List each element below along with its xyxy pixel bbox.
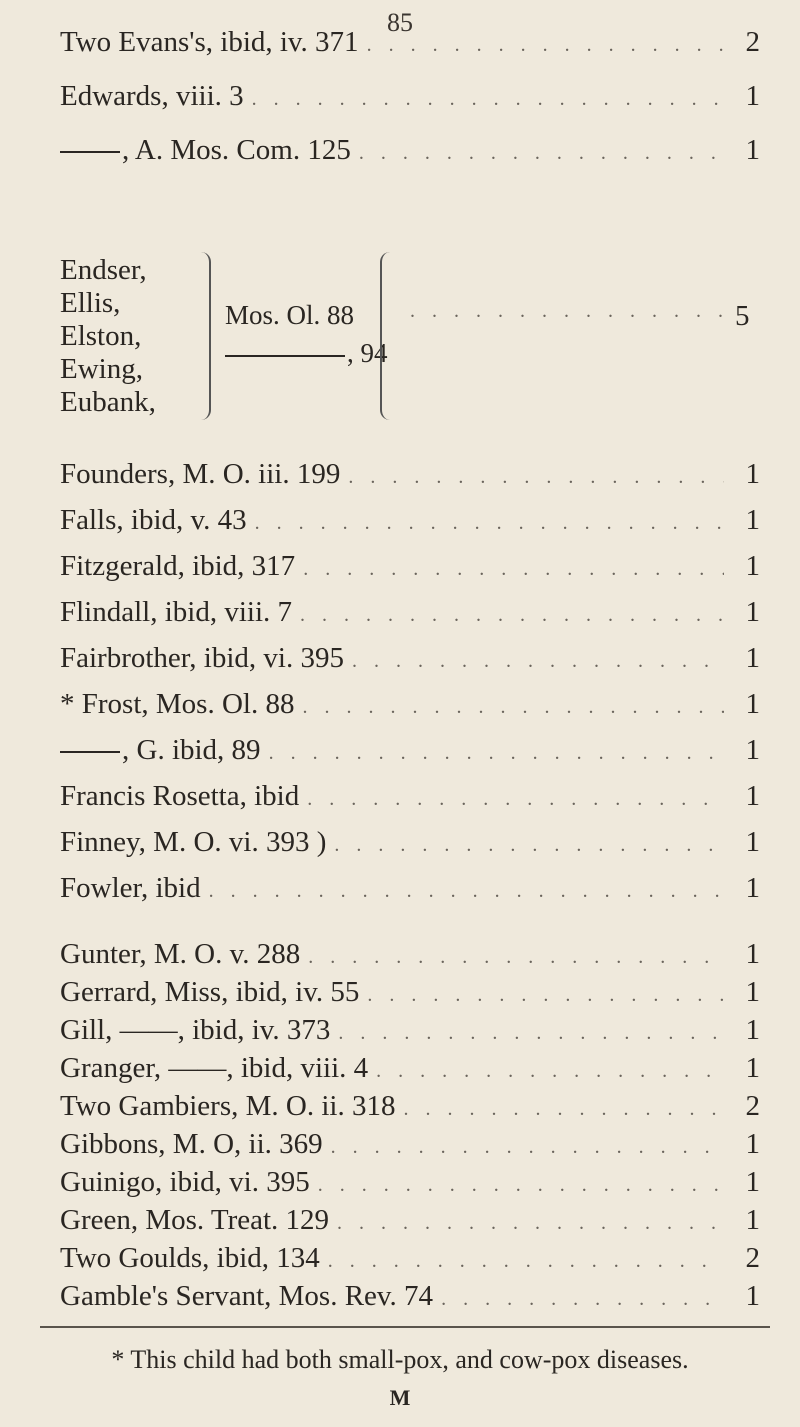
list-item: [60, 642, 760, 684]
entry-count: 1: [745, 596, 760, 628]
footnote-rule: [40, 1326, 770, 1328]
entry-count: 1: [745, 504, 760, 536]
dot-leader: [338, 1022, 724, 1045]
list-item: [60, 1014, 760, 1056]
list-item: [60, 734, 760, 776]
group-name: Elston,: [60, 320, 142, 352]
dot-leader: [328, 1250, 724, 1273]
dot-leader: [348, 466, 724, 489]
list-item: [60, 134, 760, 176]
dot-leader: [269, 742, 724, 765]
entry-count: 1: [745, 458, 760, 490]
list-item: [60, 26, 760, 68]
dot-leader: [441, 1288, 724, 1311]
entry-label: Fowler, ibid: [60, 872, 201, 904]
dot-leader: [367, 984, 724, 1007]
list-item: [60, 596, 760, 638]
group-name: Ellis,: [60, 287, 121, 319]
group-count: 5: [735, 300, 750, 332]
right-brace: [380, 252, 396, 420]
entry-label: Gill, ——, ibid, iv. 373: [60, 1014, 331, 1046]
entry-label: Granger, ——, ibid, viii. 4: [60, 1052, 369, 1084]
list-item: [60, 1090, 760, 1132]
entry-label: Green, Mos. Treat. 129: [60, 1204, 330, 1236]
list-item: [60, 1242, 760, 1284]
entry-label-text: , A. Mos. Com. 125: [122, 134, 351, 166]
dot-leader: [403, 1098, 724, 1121]
entry-count: 1: [745, 938, 760, 970]
list-item: [60, 826, 760, 868]
entry-label: [60, 134, 359, 167]
entry-count: 2: [745, 1242, 760, 1274]
entry-count: 1: [745, 1128, 760, 1160]
list-item: [60, 504, 760, 546]
left-brace: [195, 252, 211, 420]
entry-count: 1: [745, 872, 760, 904]
list-item: [60, 1128, 760, 1170]
entry-count: 1: [745, 826, 760, 858]
group-reference-ditto: [225, 338, 388, 369]
list-item: [60, 976, 760, 1018]
entry-label: Francis Rosetta, ibid: [60, 780, 300, 812]
entry-label: Two Goulds, ibid, 134: [60, 1242, 320, 1274]
entry-count: 2: [745, 1090, 760, 1122]
group-name: Endser,: [60, 254, 147, 286]
dot-leader: [376, 1060, 724, 1083]
group-reference-2: , 94: [347, 338, 388, 368]
list-item: [60, 872, 760, 914]
list-item: [60, 1204, 760, 1246]
list-item: [60, 780, 760, 822]
dot-leader: [410, 300, 730, 330]
dot-leader: [367, 34, 724, 57]
entry-label: Founders, M. O. iii. 199: [60, 458, 341, 490]
entry-count: 1: [745, 80, 760, 112]
dot-leader: [307, 788, 724, 811]
dot-leader: [331, 1136, 724, 1159]
entry-label: [60, 734, 269, 767]
group-name: Ewing,: [60, 353, 143, 385]
dot-leader: [302, 696, 724, 719]
entry-label: Falls, ibid, v. 43: [60, 504, 247, 536]
dot-leader: [303, 558, 724, 581]
entry-label: Gerrard, Miss, ibid, iv. 55: [60, 976, 360, 1008]
entry-label: Flindall, ibid, viii. 7: [60, 596, 293, 628]
page-number: 85: [387, 8, 413, 37]
bracketed-name-group: [60, 254, 156, 419]
dot-leader: [308, 946, 724, 969]
entry-count: 1: [745, 688, 760, 720]
entry-label: Two Evans's, ibid, iv. 371: [60, 26, 359, 58]
dot-leader: [318, 1174, 724, 1197]
list-item: [60, 938, 760, 980]
entry-label: Guinigo, ibid, vi. 395: [60, 1166, 310, 1198]
ditto-dash: [60, 751, 120, 753]
signature-mark: M: [389, 1385, 411, 1410]
entry-count: 1: [745, 1052, 760, 1084]
entry-label: Fitzgerald, ibid, 317: [60, 550, 296, 582]
dot-leader: [209, 880, 724, 903]
entry-label: Gamble's Servant, Mos. Rev. 74: [60, 1280, 434, 1312]
dot-leader: [252, 88, 724, 111]
entry-label: Edwards, viii. 3: [60, 80, 244, 112]
group-reference: Mos. Ol. 88: [225, 300, 355, 330]
list-item: [60, 1280, 760, 1322]
entry-count: 1: [745, 550, 760, 582]
dot-leader: [334, 834, 724, 857]
entry-label-text: , G. ibid, 89: [122, 734, 261, 766]
entry-count: 1: [745, 134, 760, 166]
list-item: [60, 1052, 760, 1094]
entry-count: 1: [745, 1280, 760, 1312]
entry-count: 1: [745, 1014, 760, 1046]
entry-label: Finney, M. O. vi. 393 ): [60, 826, 327, 858]
entry-label: Two Gambiers, M. O. ii. 318: [60, 1090, 396, 1122]
entry-count: 1: [745, 976, 760, 1008]
entry-count: 1: [745, 1166, 760, 1198]
entry-count: 1: [745, 1204, 760, 1236]
entry-count: 1: [745, 780, 760, 812]
entry-label: Fairbrother, ibid, vi. 395: [60, 642, 344, 674]
list-item: [60, 550, 760, 592]
dot-leader: [352, 650, 724, 673]
entry-label: Gunter, M. O. v. 288: [60, 938, 301, 970]
entry-count: 1: [745, 642, 760, 674]
dot-leader: [255, 512, 724, 535]
ditto-dash: [60, 151, 120, 153]
ditto-dash: [225, 355, 345, 357]
list-item: [60, 688, 760, 730]
dot-leader: [359, 142, 724, 165]
list-item: [60, 80, 760, 122]
dot-leader: [337, 1212, 724, 1235]
group-name: Eubank,: [60, 386, 156, 418]
dot-leader: [300, 604, 724, 627]
entry-count: 1: [745, 734, 760, 766]
list-item: [60, 1166, 760, 1208]
entry-count: 2: [745, 26, 760, 58]
footnote: * This child had both small-pox, and cow-pox diseases.: [111, 1345, 689, 1374]
entry-label: Gibbons, M. O, ii. 369: [60, 1128, 323, 1160]
list-item: [60, 458, 760, 500]
entry-label: * Frost, Mos. Ol. 88: [60, 688, 295, 720]
